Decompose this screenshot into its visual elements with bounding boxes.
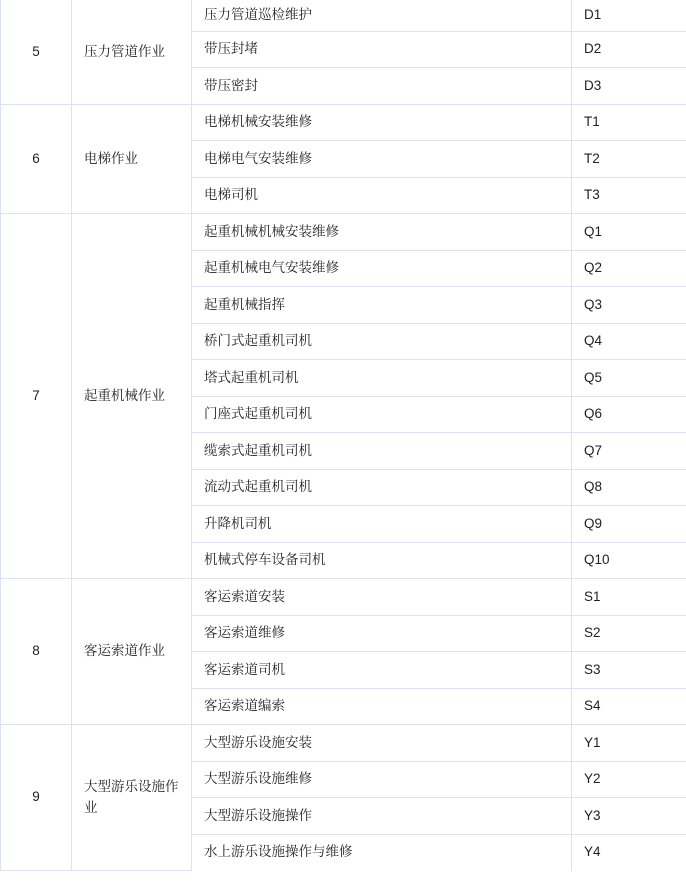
code-cell: S3 <box>572 652 686 689</box>
code-cell: S2 <box>572 615 686 652</box>
item-cell: 大型游乐设施维修 <box>192 761 572 798</box>
item-cell: 带压封堵 <box>192 31 572 68</box>
item-cell: 大型游乐设施操作 <box>192 798 572 835</box>
code-cell: T3 <box>572 177 686 214</box>
item-cell: 起重机械电气安装维修 <box>192 250 572 287</box>
item-cell: 电梯司机 <box>192 177 572 214</box>
category-cell: 起重机械作业 <box>72 214 192 579</box>
item-cell: 电梯机械安装维修 <box>192 104 572 141</box>
code-cell: T2 <box>572 141 686 178</box>
row-number-cell: 8 <box>1 579 72 725</box>
code-cell: D2 <box>572 31 686 68</box>
item-cell: 客运索道维修 <box>192 615 572 652</box>
row-number-cell: 9 <box>1 725 72 871</box>
code-cell: Q3 <box>572 287 686 324</box>
code-cell: Q1 <box>572 214 686 251</box>
code-cell: Q7 <box>572 433 686 470</box>
table-row <box>1 725 686 762</box>
item-cell: 起重机械指挥 <box>192 287 572 324</box>
code-cell: Q10 <box>572 542 686 579</box>
item-cell: 升降机司机 <box>192 506 572 543</box>
category-cell: 大型游乐设施作业 <box>72 725 192 871</box>
table-row <box>1 0 686 31</box>
code-cell: D1 <box>572 0 686 31</box>
table-row <box>1 214 686 251</box>
code-cell: Y4 <box>572 834 686 871</box>
code-cell: Q6 <box>572 396 686 433</box>
category-cell: 电梯作业 <box>72 104 192 214</box>
category-cell: 压力管道作业 <box>72 0 192 104</box>
item-cell: 流动式起重机司机 <box>192 469 572 506</box>
item-cell: 大型游乐设施安装 <box>192 725 572 762</box>
item-cell: 机械式停车设备司机 <box>192 542 572 579</box>
code-cell: Q5 <box>572 360 686 397</box>
table-row <box>1 104 686 141</box>
item-cell: 客运索道编索 <box>192 688 572 725</box>
row-number-cell: 5 <box>1 0 72 104</box>
code-cell: Y3 <box>572 798 686 835</box>
item-cell: 缆索式起重机司机 <box>192 433 572 470</box>
code-cell: T1 <box>572 104 686 141</box>
row-number-cell: 6 <box>1 104 72 214</box>
code-cell: D3 <box>572 68 686 105</box>
code-cell: S4 <box>572 688 686 725</box>
code-cell: S1 <box>572 579 686 616</box>
code-cell: Q2 <box>572 250 686 287</box>
item-cell: 水上游乐设施操作与维修 <box>192 834 572 871</box>
table-body <box>1 0 686 871</box>
category-cell: 客运索道作业 <box>72 579 192 725</box>
item-cell: 桥门式起重机司机 <box>192 323 572 360</box>
row-number-cell: 7 <box>1 214 72 579</box>
code-cell: Y2 <box>572 761 686 798</box>
code-cell: Q4 <box>572 323 686 360</box>
table-row <box>1 579 686 616</box>
item-cell: 带压密封 <box>192 68 572 105</box>
item-cell: 起重机械机械安装维修 <box>192 214 572 251</box>
item-cell: 客运索道安装 <box>192 579 572 616</box>
code-cell: Q8 <box>572 469 686 506</box>
item-cell: 塔式起重机司机 <box>192 360 572 397</box>
item-cell: 门座式起重机司机 <box>192 396 572 433</box>
item-cell: 客运索道司机 <box>192 652 572 689</box>
item-cell: 电梯电气安装维修 <box>192 141 572 178</box>
code-cell: Y1 <box>572 725 686 762</box>
item-cell: 压力管道巡检维护 <box>192 0 572 31</box>
code-cell: Q9 <box>572 506 686 543</box>
